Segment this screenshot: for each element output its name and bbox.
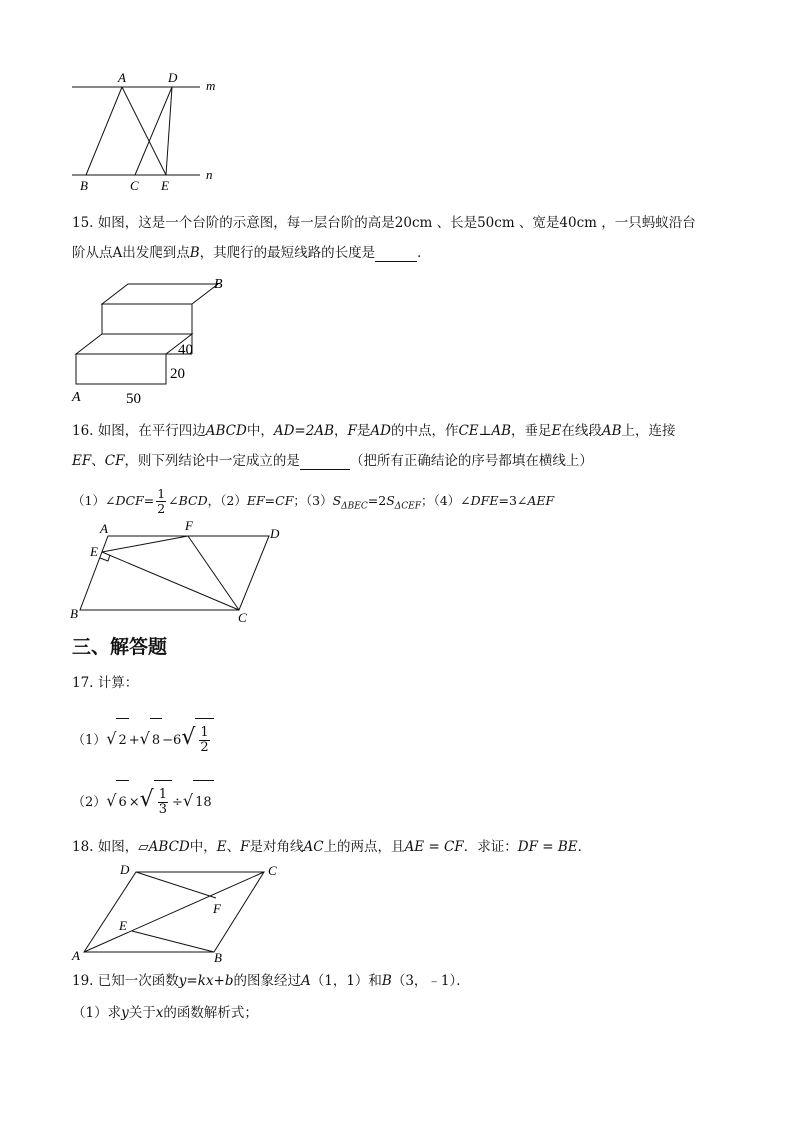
- label-D: D: [270, 526, 280, 541]
- fraction-half: $\frac{1}{2}$: [157, 486, 166, 516]
- q15-line1: 15. 如图，这是一个台阶的示意图，每一层台阶的高是20cm 、长是50cm 、宽是40cm ，一只蚂蚁沿台: [72, 215, 696, 231]
- label-A: A: [72, 390, 81, 405]
- label-C: C: [268, 863, 277, 878]
- label-E: E: [119, 918, 127, 933]
- figure-parallelogram-18: [64, 858, 294, 964]
- figure-parallelogram-16: [64, 518, 294, 626]
- label-m: m: [206, 78, 216, 93]
- q17-part2: （2）√ 6 ×√ $\frac{1}{3}$ ÷√ 18: [72, 778, 214, 822]
- label-C: C: [238, 610, 247, 625]
- label-F: F: [213, 901, 221, 916]
- q18-text: 18. 如图，▱ABCD中，E、F是对角线AC上的两点，且AE = CF．求证：DF = BE．: [72, 839, 592, 855]
- upper-step-top: [102, 284, 218, 304]
- label-D: D: [120, 862, 130, 877]
- q16-line2: EF、CF，则下列结论中一定成立的是 （把所有正确结论的序号都填在横线上）: [72, 453, 593, 469]
- segment-AE: [122, 87, 166, 175]
- label-B: B: [70, 606, 78, 621]
- label-B: B: [214, 277, 223, 292]
- q16-options: （1）∠DCF= $\frac{1}{2}$ ∠BCD，（2）EF=CF；$(3)S_{\Delta BEC}=2S_{\Delta CEF}$；（4）∠DFE=3∠AEF: [72, 486, 555, 516]
- q16-line1: 16. 如图，在平行四边ABCD中，AD=2AB，F是AD的中点，作CE⊥AB，垂足E在线段AB上，连接: [72, 423, 676, 439]
- figure-parallel-lines: [60, 66, 230, 196]
- dim-40: 40: [178, 342, 193, 358]
- label-B: B: [80, 178, 88, 193]
- q19-line2: （1）求y关于x的函数解析式；: [72, 1005, 258, 1021]
- label-A: A: [72, 948, 80, 963]
- answer-blank[interactable]: [300, 455, 350, 470]
- label-C: C: [130, 178, 139, 193]
- segment-BE: [132, 931, 214, 952]
- section-heading: 三、解答题: [72, 636, 168, 658]
- q17-part1: （1）√ 2 +√ 8 −6√ $\frac{1}{2}$: [72, 716, 214, 760]
- label-F: F: [185, 518, 193, 533]
- label-E: E: [161, 178, 169, 193]
- label-D: D: [168, 70, 178, 85]
- q19-line1: 19. 已知一次函数y=kx+b的图象经过A（1，1）和B（3，﹣1）．: [72, 973, 470, 989]
- upper-step-front: [102, 304, 192, 334]
- q15-line2: 阶从点A出发爬到点B，其爬行的最短线路的长度是 ．: [72, 245, 431, 261]
- dim-50: 50: [126, 391, 141, 407]
- label-A: A: [100, 521, 108, 536]
- fraction-one-half: $\frac{1}{2}$: [200, 725, 209, 755]
- dim-20: 20: [170, 366, 185, 382]
- segment-EF: [102, 536, 188, 552]
- lower-step-front: [76, 354, 166, 384]
- parallelogram-ABCD: [80, 536, 269, 610]
- figure-stairs: [66, 272, 246, 408]
- fraction-one-third: $\frac{1}{3}$: [158, 787, 167, 817]
- lower-step-top: [76, 334, 192, 354]
- label-B: B: [214, 950, 222, 964]
- answer-blank[interactable]: [375, 247, 417, 262]
- right-angle-mark: [100, 555, 110, 561]
- label-n: n: [206, 167, 213, 182]
- label-E: E: [90, 544, 98, 559]
- label-A: A: [118, 70, 126, 85]
- segment-AB: [86, 87, 122, 175]
- segment-DF: [136, 872, 216, 898]
- q17-title: 17. 计算：: [72, 675, 139, 691]
